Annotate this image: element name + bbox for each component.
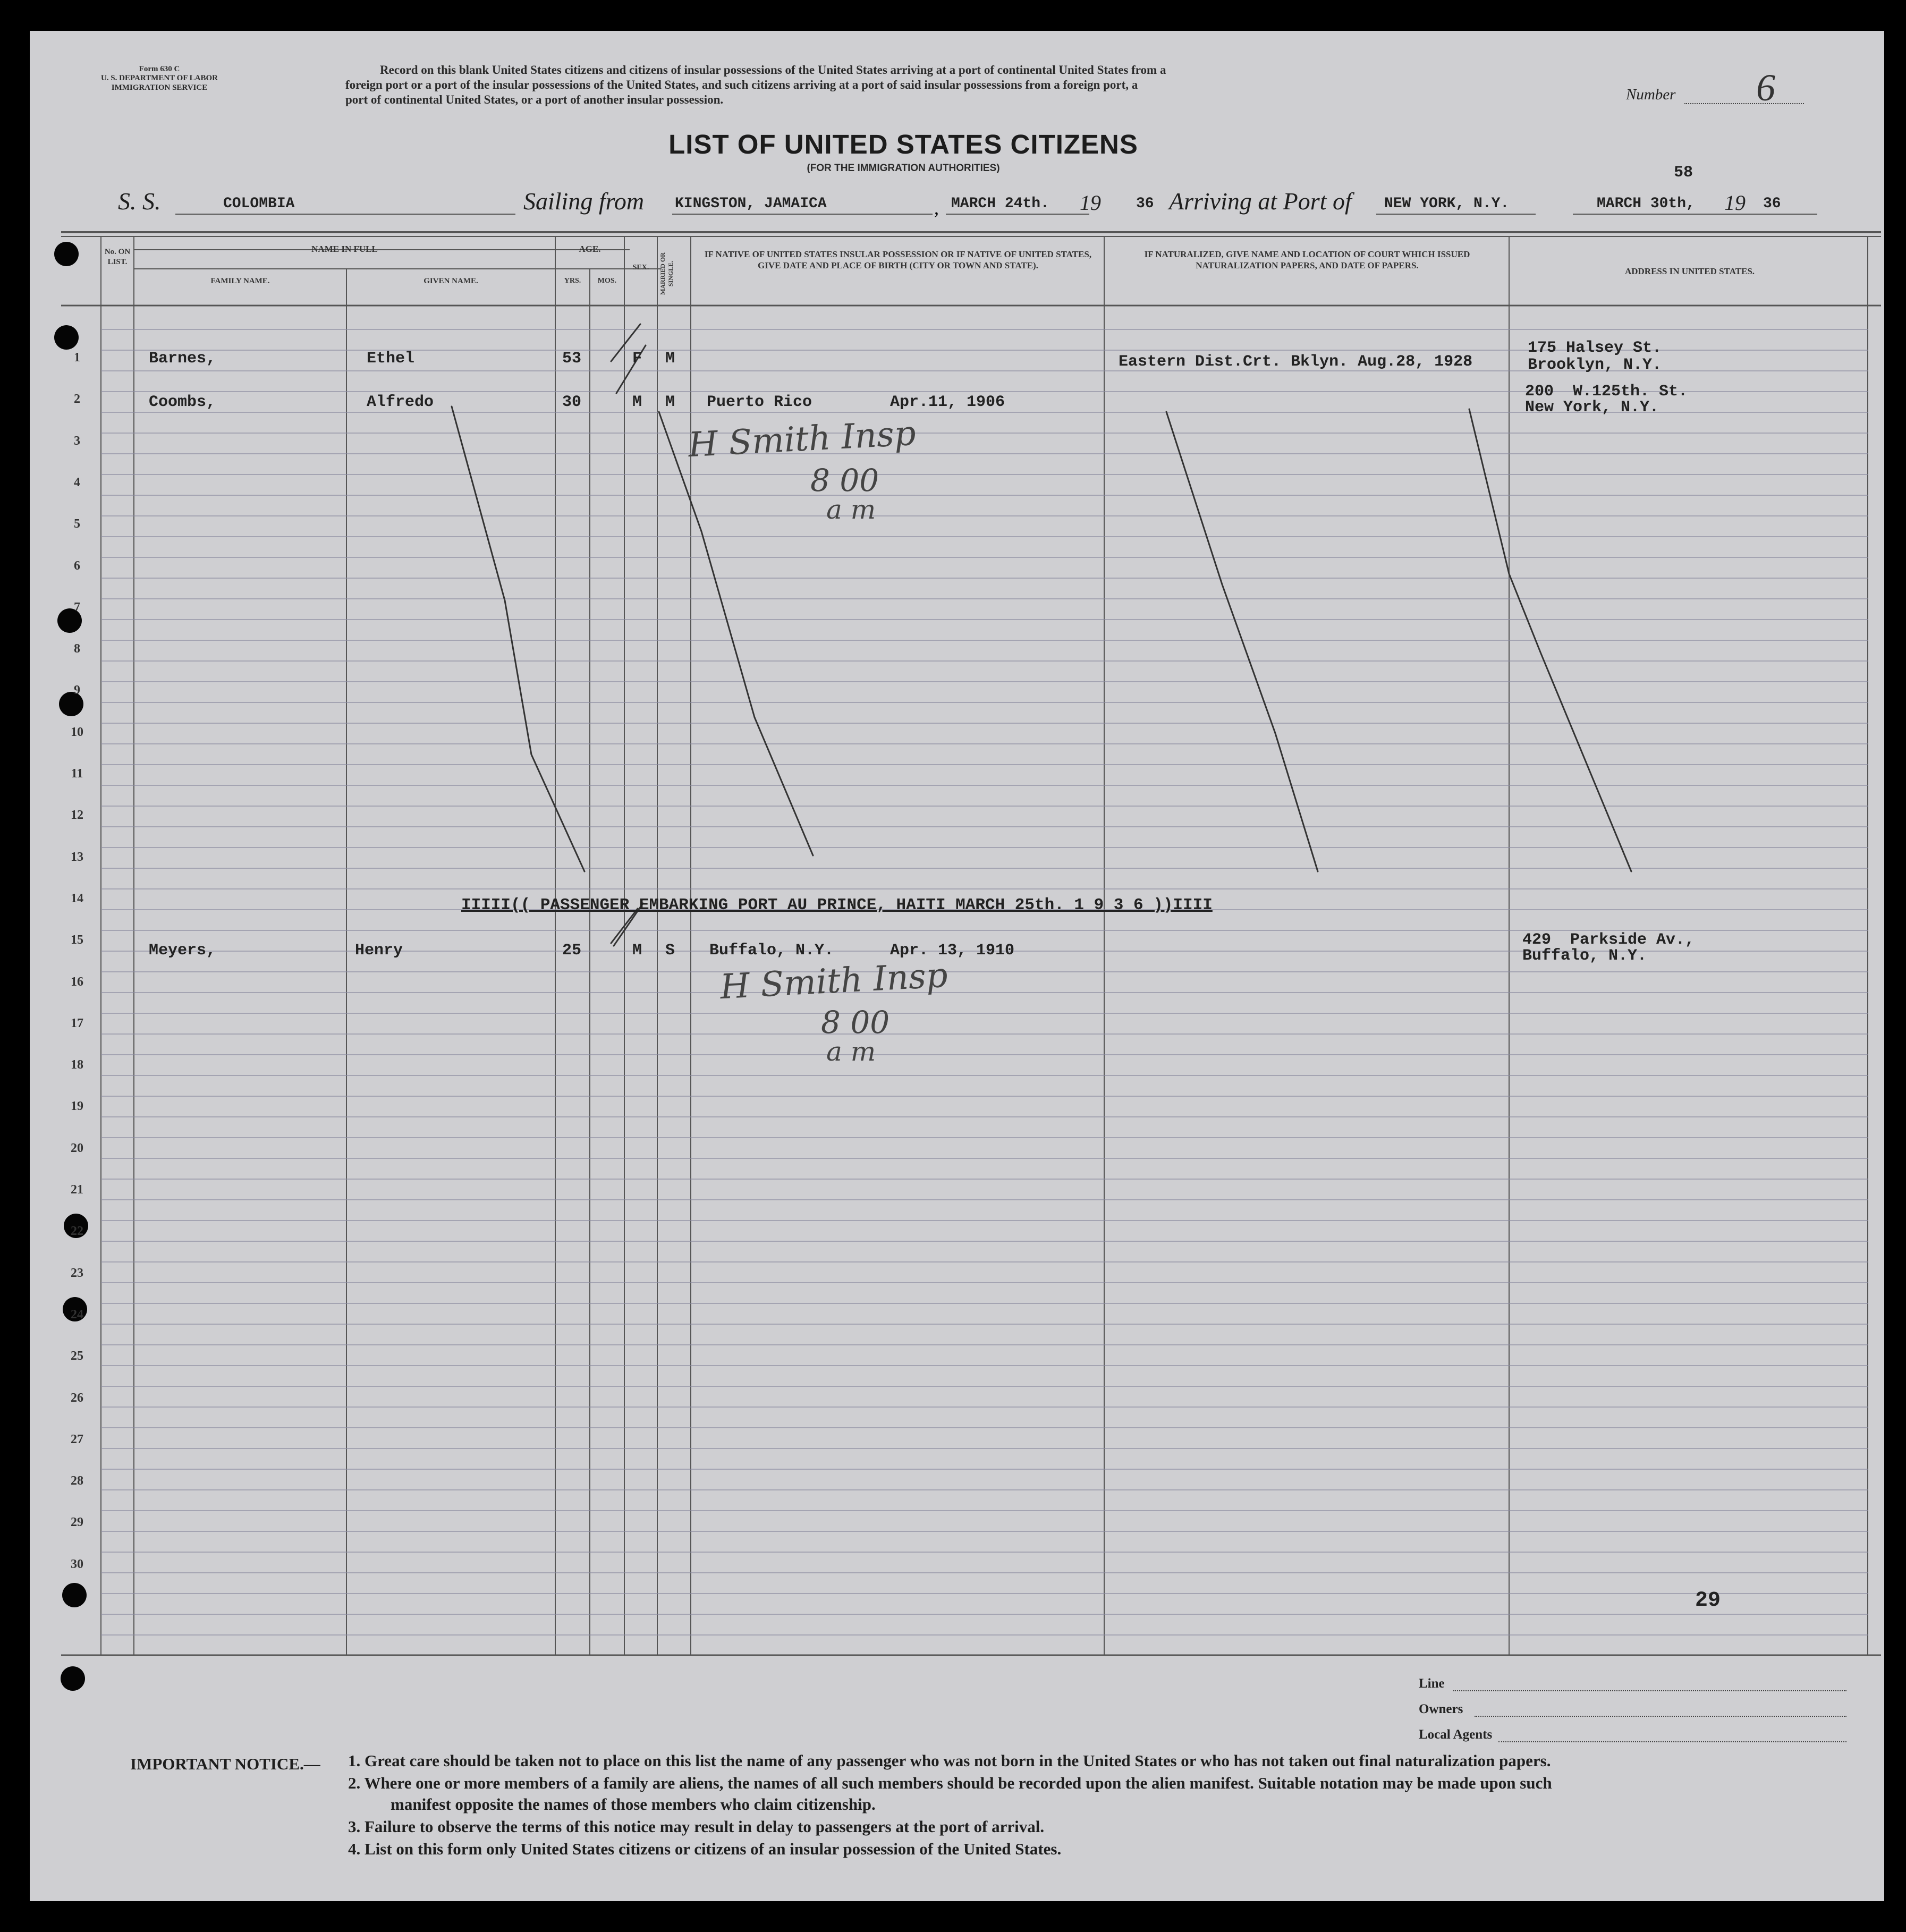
page-subtitle: (FOR THE IMMIGRATION AUTHORITIES) (807, 163, 1000, 174)
signature-ampm: a m (826, 1036, 876, 1067)
sailing-label: Sailing from (523, 188, 645, 215)
row-number: 10 (71, 725, 83, 739)
signature-ampm: a m (826, 494, 876, 525)
row-number: 24 (71, 1307, 83, 1321)
sailing-from: KINGSTON, JAMAICA (675, 196, 827, 212)
notice-item: 2. Where one or more members of a family are aliens, the names of all such members should be recorded upon the alien manifest. Suitable notation may be made upon such (348, 1774, 1552, 1792)
notice-item: 3. Failure to observe the terms of this notice may result in delay to passengers at the port of arrival. (348, 1817, 1045, 1836)
sex: F (632, 350, 642, 368)
agents-dots (1498, 1741, 1846, 1742)
notice-item: 1. Great care should be taken not to place on this list the name of any passenger who was not born in the United States or who has not taken out final naturalization papers. (348, 1751, 1551, 1770)
address-line-1: 429 Parkside Av., (1522, 931, 1695, 949)
marital-status: M (665, 393, 675, 411)
number-value: 6 (1756, 66, 1775, 109)
given-name: Ethel (367, 350, 415, 368)
row-number: 21 (71, 1183, 83, 1197)
signature-text: H Smith Insp (687, 413, 917, 465)
col-age: AGE. (579, 244, 601, 254)
birth-date: Apr. 13, 1910 (890, 942, 1015, 960)
col-yrs: YRS. (564, 277, 581, 285)
row-number: 6 (74, 558, 80, 573)
row-number: 20 (71, 1141, 83, 1155)
row-number: 7 (74, 600, 80, 614)
ship-name: COLOMBIA (223, 196, 295, 212)
signature-text: H Smith Insp (719, 955, 949, 1007)
ss-label: S. S. (118, 188, 161, 215)
birth-place: Buffalo, N.Y. (709, 942, 834, 960)
row-number: 19 (71, 1099, 83, 1114)
col-family-name: FAMILY NAME. (210, 277, 270, 285)
birth-place: Puerto Rico (707, 393, 812, 411)
signature-time: 8 00 (821, 1004, 890, 1040)
family-name: Coombs, (149, 393, 216, 411)
corner-number: 58 (1674, 164, 1693, 182)
address-line-2: New York, N.Y. (1525, 399, 1659, 417)
sex: M (632, 942, 642, 960)
row-number: 5 (74, 517, 80, 531)
arriving-label: Arriving at Port of (1169, 188, 1352, 215)
row-number: 28 (71, 1474, 83, 1488)
col-address: ADDRESS IN UNITED STATES. (1624, 266, 1755, 276)
arriving-port: NEW YORK, N.Y. (1384, 196, 1510, 212)
age-years: 25 (562, 942, 582, 960)
sailing-year-suffix: 36 (1136, 196, 1154, 212)
row-number: 15 (71, 933, 83, 947)
instruction-line: Record on this blank United States citizens and citizens of insular possessions of the United States arriving at a port of continental United States from a (380, 63, 1166, 77)
row-number: 26 (71, 1391, 83, 1405)
marital-status: M (665, 350, 675, 368)
naturalization-court: Eastern Dist.Crt. Bklyn. Aug.28, 1928 (1119, 353, 1473, 371)
number-label: Number (1626, 86, 1676, 103)
col-married-or-single: MARRIED OR SINGLE. (659, 252, 674, 295)
col-mos: MOS. (597, 277, 617, 285)
embark-note: IIIII(( PASSENGER EMBARKING PORT AU PRINCE, HAITI MARCH 25th. 1 9 3 6 ))IIII (461, 896, 1213, 914)
instruction-line: foreign port or a port of the insular possessions of the United States, and such citizens arriving at a port of said insular possessions from a foreign port, a (345, 78, 1138, 92)
col-name-in-full: NAME IN FULL (311, 244, 378, 254)
notice-item: 4. List on this form only United States citizens or citizens of an insular possession of the United States. (348, 1840, 1062, 1858)
row-number: 11 (71, 767, 83, 781)
row-number: 18 (71, 1058, 83, 1072)
age-years: 53 (562, 350, 582, 368)
birth-date: Apr.11, 1906 (890, 393, 1005, 411)
notice-item: manifest opposite the names of those members who claim citizenship. (391, 1795, 876, 1814)
inspector-signature-2 (719, 955, 1039, 1073)
marital-status: S (665, 942, 675, 960)
col-given-name: GIVEN NAME. (423, 277, 478, 285)
row-number: 1 (74, 351, 80, 365)
local-agents-field (1413, 1727, 1849, 1749)
row-number: 3 (74, 434, 80, 448)
signature-time: 8 00 (810, 462, 879, 498)
row-number: 17 (71, 1016, 83, 1030)
col-sex: SEX. (632, 264, 649, 272)
form-line: Form 630 C (139, 65, 180, 73)
instruction-line: port of continental United States, or a port of another insular possession. (345, 93, 724, 107)
arriving-year: 19 (1724, 191, 1746, 215)
comma: , (934, 197, 939, 218)
row-number: 25 (71, 1349, 83, 1363)
family-name: Barnes, (149, 350, 216, 368)
given-name: Alfredo (367, 393, 434, 411)
notice-heading: IMPORTANT NOTICE.— (130, 1755, 320, 1773)
owners-label: Owners (1419, 1702, 1463, 1716)
address-line-2: Brooklyn, N.Y. (1528, 356, 1662, 374)
row-number: 4 (74, 475, 80, 489)
line-dots (1453, 1690, 1846, 1691)
row-number: 9 (74, 683, 80, 698)
family-name: Meyers, (149, 942, 216, 960)
owners-dots (1475, 1716, 1846, 1717)
sailing-year: 19 (1080, 191, 1101, 215)
inspector-signature-1 (687, 413, 1007, 531)
row-number: 14 (71, 891, 83, 905)
col-no-on-list: No. ON LIST. (104, 248, 131, 266)
address-line-1: 175 Halsey St. (1528, 339, 1662, 357)
owners-field (1413, 1702, 1849, 1723)
row-number: 16 (71, 975, 83, 989)
row-number: 12 (71, 808, 83, 823)
line-label: Line (1419, 1676, 1445, 1691)
page-title: LIST OF UNITED STATES CITIZENS (668, 129, 1138, 159)
form-line: U. S. DEPARTMENT OF LABOR (100, 74, 218, 83)
sex: M (632, 393, 642, 411)
address-line-1: 200 W.125th. St. (1525, 383, 1688, 401)
line-field (1413, 1676, 1849, 1698)
arriving-year-suffix: 36 (1763, 196, 1781, 212)
form-line: IMMIGRATION SERVICE (111, 83, 208, 92)
row-number: 30 (71, 1557, 83, 1571)
arriving-date: MARCH 30th, (1597, 196, 1695, 212)
row-number: 2 (74, 392, 80, 406)
col-birth: IF NATIVE OF UNITED STATES INSULAR POSSESSION OR IF NATIVE OF UNITED STATES, GIVE DATE AND PLACE OF BIRTH (CITY OR TOWN AND STATE). (704, 249, 1092, 271)
row-number: 23 (71, 1266, 83, 1280)
row-number: 22 (71, 1224, 83, 1239)
col-naturalized: IF NATURALIZED, GIVE NAME AND LOCATION OF COURT WHICH ISSUED NATURALIZATION PAPERS, AND DATE OF PAPERS. (1144, 249, 1470, 271)
row-number: 27 (71, 1432, 83, 1446)
age-years: 30 (562, 393, 582, 411)
page-count: 29 (1695, 1589, 1721, 1613)
row-number: 8 (74, 642, 80, 656)
address-line-2: Buffalo, N.Y. (1522, 947, 1647, 965)
row-number: 29 (71, 1515, 83, 1530)
sailing-date: MARCH 24th. (951, 196, 1049, 212)
given-name: Henry (355, 942, 403, 960)
local-agents-label: Local Agents (1419, 1727, 1493, 1742)
row-number: 13 (71, 850, 83, 864)
